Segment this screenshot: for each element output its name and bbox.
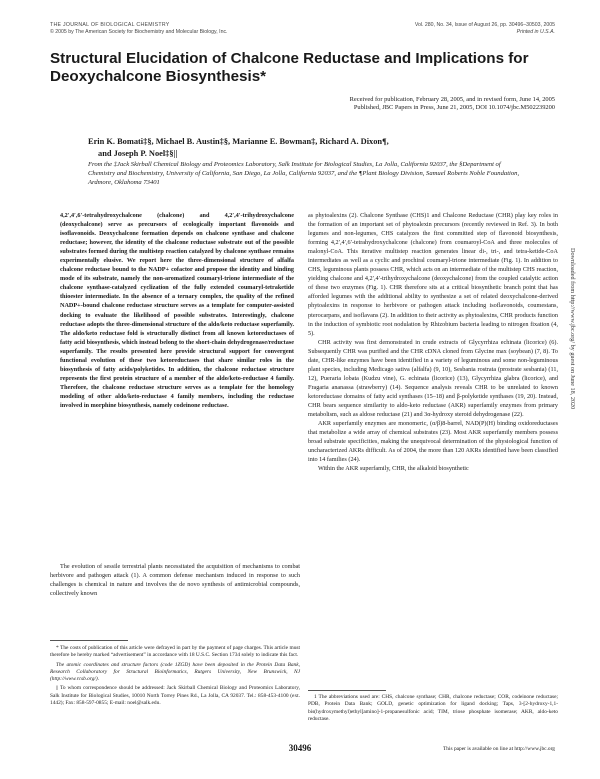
paragraph-chr-activity: CHR activity was first demonstrated in crude extracts of Glycyrrhiza echinata (licorice) (6). Subsequently CHR was purified and the CHR cDNA cloned from Glycine max (soybean) (7, 8). To date, CHR-like enzymes have been identified in a variety of leguminous and some non-leguminous plant species, including Medicago sativa (alfalfa) (9, 10), Sesbania rostrata (prostrate sesbania) (11, 12), Pueraria lobata (Kudzu vine), G. echinata (licorice) (13), Glycyrrhiza glabra (licorice), and Fragaria ananassa (strawberry) (14). Sequence analysis reveals CHR to be unrelated to known ketoreductase domains of fatty acid synthases (15–18) and β-polyketide synthases (19, 20). Instead, CHR bears sequence similarity to aldo-keto reductase (AKR) superfamily enzymes from primary metabolism, such as aldose reductase (21) and 3α-hydroxy steroid dehydrogenase (22). (308, 338, 558, 419)
right-column (308, 211, 558, 473)
page-number: 30496 (288, 743, 312, 753)
authors-line-1: Erin K. Bomati‡§, Michael B. Austin‡§, Marianne E. Bowman‡, Richard A. Dixon¶, (88, 137, 389, 146)
paragraph-chs-chr: as phytoalexins (2). Chalcone Synthase (CHS)1 and Chalcone Reductase (CHR) play key roles in the formation of an important set of phytoalexin precursors (recently reviewed in Ref. 3). In both legumes and non-legumes, CHS catalyzes the first committed step of flavonoid biosynthesis, forming 4,2′,4′,6′-tetrahydroxychalcone (chalcone) from coumaroyl-CoA and three molecules of malonyl-CoA. This iterative multistep reaction generates linear di-, tri-, and tetra-ketide-CoA intermediates as well as a cyclic and prochiral coumaryl-trione intermediate (Fig. 1). In addition to CHS, leguminous plants possess CHR, which acts on an intermediate of the multistep CHS reaction, yielding chalcone and 4,2′,4′-trihydroxychalcone (deoxychalcone) from the coupled catalytic action of these two enzymes (Fig. 1). CHR therefore sits at a critical biosynthetic branch point that has afforded legumes with the additional ability to synthesize a set of related deoxychalcone-derived phytoalexins in response to herbivore or pathogen attack including isoflavonoids, coumestans, pterocarpans, and isoflavans (2). In addition to their activity as phytoalexins, CHR products function in the induction of symbiotic root nodulation by Rhizobium bacteria leading to nitrogen fixation (4, 5). (308, 212, 558, 337)
authors-line-2: and Joseph P. Noel‡§|| (98, 149, 178, 158)
journal-header (50, 22, 228, 35)
received-dates: Received for publication, February 28, 2005, and in revised form, June 14, 2005 (349, 96, 555, 103)
download-watermark: Downloaded from http://www.jbc.org/ by guest on June 18, 2020 (569, 248, 576, 410)
footnote-abbreviations: 1 The abbreviations used are: CHS, chalcone synthase; CHR, chalcone reductase; COR, codeinone reductase; PDB, Protein Data Bank; GOLD, genetic optimization for ligand docking; Taps, 3-[2-hydroxy-1,1-bis(hydroxymethyl)ethyl]amino]-1-propanesulfonic acid; TIM, triose phosphate isomerase; AKR, aldo-keto reductase. (308, 694, 558, 722)
copyright-line: © 2005 by The American Society for Biochemistry and Molecular Biology, Inc. (50, 28, 228, 35)
footnote-divider-right (308, 690, 386, 691)
footnote-coordinates: The atomic coordinates and structure factors (code 1ZGD) have been deposited in the Protein Data Bank, Research Collaboratory for Structural Bioinformatics, Rutgers University, New Brunswick, NJ (http://www.rcsb.org/). (50, 661, 300, 683)
article-title: Structural Elucidation of Chalcone Reductase and Implications for Deoxychalcone Biosynthesis* (50, 50, 529, 85)
published-doi: Published, JBC Papers in Press, June 21, 2005, DOI 10.1074/jbc.M502239200 (353, 104, 555, 112)
paragraph-akr: AKR superfamily enzymes are monomeric, (α/β)8-barrel, NAD(P)(H) binding oxidoreductases that metabolize a wide array of chemical substrates (23). Most AKR superfamily members possess broad substrate specificities, making the unequivocal determination of the physiological function of uncharacterized AKRs difficult. As of 2004, the more than 120 AKRs identified have been classified into 14 families (24). (308, 420, 558, 464)
affiliations: From the ‡Jack Skirball Chemical Biology and Proteomics Laboratory, Salk Institute for Biological Studies, La Jolla, California 92037, the §Department of Chemistry and Biochemistry, University of California, San Diego, La Jolla, California 92037, and the ¶Plant Biology Division, Samuel Roberts Noble Foundation, Ardmore, Oklahoma 73401 (88, 161, 520, 186)
volume-line: Vol. 280, No. 34, Issue of August 26, pp. 30496–30503, 2005 (414, 22, 555, 28)
issue-header (405, 22, 555, 35)
footnote-divider-left (50, 640, 128, 641)
footnotes-left (50, 645, 300, 709)
paragraph-within-akr: Within the AKR superfamily, CHR, the alkaloid biosynthetic (318, 465, 469, 473)
footnote-cost: * The costs of publication of this article were defrayed in part by the payment of page charges. This article must therefore be hereby marked “advertisement” in accordance with 18 U.S.C. Section 1734 solely to indicate this fact. (50, 645, 300, 659)
footnote-correspondence: || To whom correspondence should be addressed: Jack Skirball Chemical Biology and Proteomics Laboratory, Salk Institute for Biological Studies, 10010 North Torrey Pines Rd., La Jolla, CA 92037. Tel.: 858-453-4100 (ext. 1442); Fax: 858-597-0855; E-mail: noel@salk.edu. (50, 685, 300, 707)
footer-note: This paper is available on line at http://www.jbc.org (443, 746, 555, 752)
printed-line: Printed in U.S.A. (516, 28, 555, 35)
intro-paragraph: The evolution of sessile terrestrial plants necessitated the acquisition of mechanisms to combat herbivore and pathogen attack (1). A common defense mechanism induced in response to such challenges is chemical in nature and involves the de novo synthesis of antimicrobial compounds, collectively known (50, 563, 300, 598)
abstract: 4,2′,4′,6′-tetrahydroxychalcone (chalcone) and 4,2′,4′-trihydroxychalcone (deoxychalcone) serve as precursors of ecologically important flavonoids and isoflavonoids. Deoxychalcone formation depends on chalcone synthase and chalcone reductase; however, the identity of the chalcone reductase substrate out of the possible substrates formed during the multistep reaction catalyzed by chalcone synthase remains experimentally elusive. We report here the three-dimensional structure of alfalfa chalcone reductase bound to the NADP+ cofactor and propose the identity and binding mode of its substrate, namely the non-aromatized coumaryl-trione intermediate of the chalcone synthase-catalyzed cyclization of the fully extended coumaryl-tetraketide thioester intermediate. In the absence of a ternary complex, the quality of the refined NADP+-bound chalcone reductase structure serves as a template for computer-assisted docking to evaluate the likelihood of possible substrates. Interestingly, chalcone reductase adopts the three-dimensional structure of the aldo/keto reductase superfamily. The aldo/keto reductase fold is structurally distinct from all known ketoreductases of fatty acid biosynthesis, which instead belong to the short-chain dehydrogenase/reductase superfamily. The results presented here provide structural support for convergent functional evolution of these two ketoreductases that share similar roles in the biosynthesis of fatty acids/polyketides. In addition, the chalcone reductase structure represents the first protein structure of a member of the aldo/keto-reductase 4 family. Therefore, the chalcone reductase structure serves as a template for the homology modeling of other aldo/keto-reductase 4 family members, including the reductase involved in morphine biosynthesis, namely codeinone reductase. (60, 212, 294, 409)
received-info (200, 96, 555, 113)
journal-name: THE JOURNAL OF BIOLOGICAL CHEMISTRY (50, 22, 170, 28)
author-list (88, 136, 468, 160)
